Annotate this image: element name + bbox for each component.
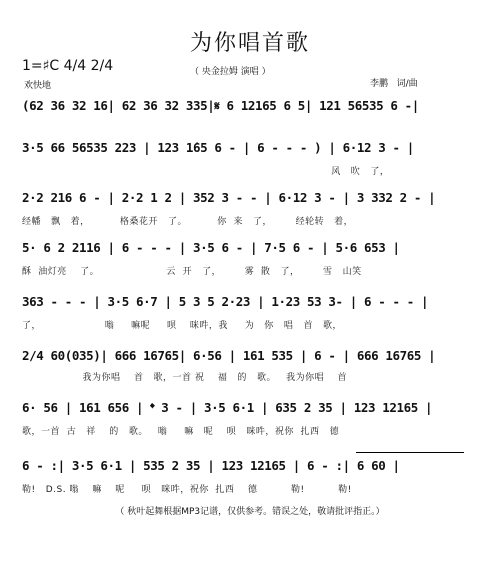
notation-line-7: 6· 56 | 161 656 | 𝄌 3 - | 3·5 6·1 | 635 2 35 | 123 12165 | [22, 400, 433, 415]
notation-line-5: 363 - - - | 3·5 6·7 | 5 3 5 2·23 | 1·23 53 3- | 6 - - - | [22, 294, 429, 309]
notation-line-8: 6 - :| 3·5 6·1 | 535 2 35 | 123 12165 | 6 - :| 6 60 | [22, 458, 400, 473]
lyric-line-4: 酥 油灯亮 了。 云 开 了， 雾 散 了， 雪 山笑 [22, 267, 362, 277]
notation-line-3: 2·2 216 6 - | 2·2 1 2 | 352 3 - - | 6·12 3 - | 3 332 2 - | [22, 190, 436, 205]
ending-bracket-2 [412, 452, 464, 453]
lyric-line-8: 勒! D.S. 嗡 嘛 呢 呗 咪吽，祝你 扎西 德 勒! 勒! [22, 485, 352, 495]
performer-credit: （ 央金拉姆 演唱 ） [190, 67, 271, 77]
lyric-line-2: 风 吹 了， [22, 167, 390, 177]
notation-line-1: (62 36 32 16| 62 36 32 335|𝄋 6 12165 6 5| 121 56535 6 -| [22, 98, 419, 113]
lyric-line-7: 歌，一首 古 祥 的 歌。 嗡 嘛 呢 呗 咪吽，祝你 扎西 德 [22, 427, 340, 437]
notation-line-2: 3·5 66 56535 223 | 123 1̇65 6 - | 6 - - - ) | 6·12 3 - | [22, 140, 414, 155]
key-signature: 1=♯C 4/4 2/4 [22, 58, 114, 74]
tempo-marking: 欢快地 [24, 81, 52, 91]
notation-line-4: 5· 6 2 2116 | 6 - - - | 3·5 6 - | 7·5 6 - | 5·6 653 | [22, 240, 400, 255]
author-credit: 李鹏 词/曲 [370, 79, 418, 89]
ending-bracket-1 [356, 452, 412, 453]
song-title: 为你唱首歌 [189, 31, 310, 56]
lyric-line-3: 经幡 飘 着， 格桑花开 了。 你 来 了， 经轮转 着， [22, 217, 354, 227]
notation-line-6: 2/4 60(035)| 666 16765| 6·56 | 161 535 | 6 - | 666 16765 | [22, 348, 436, 363]
lyric-line-6: 我为你唱 首 歌，一首 祝 福 的 歌。 我为你唱 首 [22, 373, 348, 383]
lyric-line-5: 了， 嗡 嘛呢 呗 咪吽，我 为 你 唱 首 歌， [22, 321, 343, 331]
transcription-note: （ 秋叶起舞根据MP3记谱，仅供参考。错误之处，敬请批评指正。） [115, 507, 385, 517]
